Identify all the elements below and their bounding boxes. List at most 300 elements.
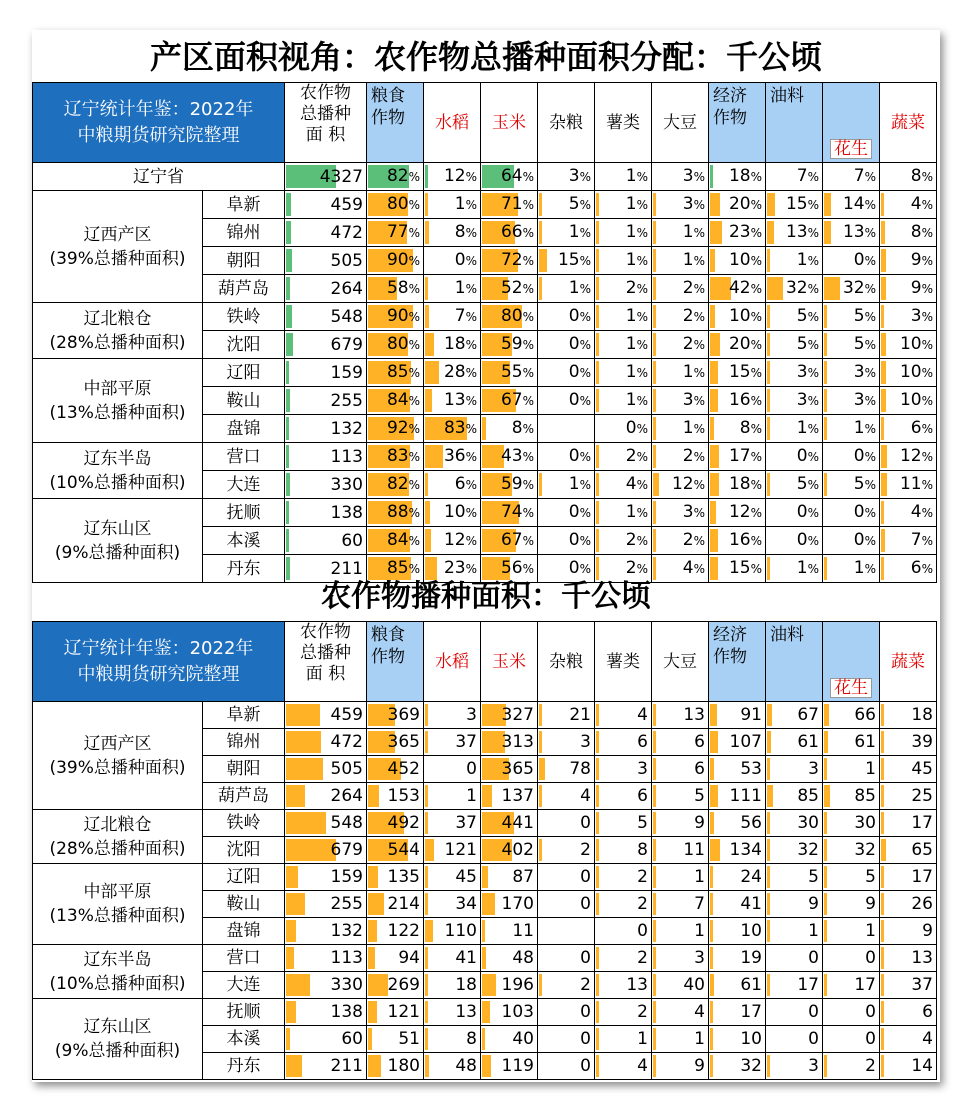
value-text: 0%	[796, 502, 819, 522]
region-title: 中部平原	[83, 882, 152, 902]
value-cell	[766, 837, 823, 864]
value-text: 34	[455, 894, 477, 914]
percent-sign: %	[693, 198, 705, 212]
percent-sign: %	[750, 450, 762, 464]
value-cell	[709, 275, 766, 303]
value-cell	[766, 756, 823, 783]
value-cell	[880, 443, 937, 471]
value-cell	[481, 810, 538, 837]
value-cell	[709, 247, 766, 275]
value-bar	[482, 785, 492, 807]
value-cell	[285, 783, 367, 810]
value-text: 0	[580, 1029, 591, 1049]
value-text: 9	[922, 921, 933, 941]
value-cell	[709, 837, 766, 864]
value-text: 32	[740, 1056, 762, 1076]
value-cell	[481, 219, 538, 247]
value-text: 40	[512, 1029, 534, 1049]
value-text: 452	[387, 759, 420, 779]
value-cell	[652, 303, 709, 331]
value-bar	[881, 445, 887, 468]
value-cell	[709, 918, 766, 945]
value-text: 327	[501, 705, 534, 725]
percent-sign: %	[750, 366, 762, 380]
percent-sign: %	[693, 366, 705, 380]
value-bar	[653, 389, 656, 412]
value-text: 1%	[625, 390, 648, 410]
city-name: 抚顺	[203, 999, 285, 1026]
region-name	[33, 864, 203, 945]
value-text: 2	[637, 948, 648, 968]
value-text: 15%	[728, 558, 762, 578]
percent-sign: %	[921, 506, 933, 520]
value-bar	[425, 305, 429, 328]
percent-sign: %	[921, 310, 933, 324]
value-bar	[653, 812, 656, 834]
value-cell	[285, 275, 367, 303]
value-text: 4	[694, 1002, 705, 1022]
percent-sign: %	[579, 254, 591, 268]
share-table	[32, 82, 937, 583]
value-text: 365	[501, 759, 534, 779]
value-cell	[285, 918, 367, 945]
region-title: 辽东山区	[83, 518, 152, 539]
value-bar	[286, 947, 294, 969]
value-text: 1%	[682, 250, 705, 270]
percent-sign: %	[636, 450, 648, 464]
value-bar	[824, 974, 827, 996]
value-text: 39	[911, 732, 933, 752]
value-bar	[482, 893, 495, 915]
value-cell	[285, 471, 367, 499]
value-cell	[709, 499, 766, 527]
value-bar	[425, 221, 429, 244]
percent-sign: %	[522, 366, 534, 380]
value-bar	[767, 893, 770, 915]
value-cell	[285, 303, 367, 331]
value-text: 85	[797, 786, 819, 806]
value-text: 0%	[568, 558, 591, 578]
value-text: 8%	[910, 166, 933, 186]
value-bar	[425, 839, 434, 861]
source-cell	[33, 83, 285, 163]
value-bar	[286, 731, 321, 753]
value-cell	[823, 1026, 880, 1053]
value-text: 5	[808, 867, 819, 887]
value-text: 0	[580, 1002, 591, 1022]
value-text: 0	[580, 813, 591, 833]
value-cell	[481, 1053, 538, 1080]
header-row	[33, 622, 937, 702]
value-cell	[880, 810, 937, 837]
percent-sign: %	[408, 282, 420, 296]
value-bar	[881, 947, 884, 969]
percent-sign: %	[807, 478, 819, 492]
value-text: 2%	[625, 446, 648, 466]
value-cell	[595, 837, 652, 864]
value-text: 2	[865, 1056, 876, 1076]
value-text: 1%	[853, 418, 876, 438]
value-bar	[653, 501, 656, 524]
value-text: 1%	[682, 362, 705, 382]
value-cell	[880, 864, 937, 891]
value-text: 1%	[796, 250, 819, 270]
value-bar	[286, 361, 289, 384]
percent-sign: %	[465, 506, 477, 520]
value-bar	[596, 866, 599, 888]
value-bar	[653, 333, 656, 356]
value-cell	[424, 415, 481, 443]
value-text: 30	[797, 813, 819, 833]
value-bar	[881, 812, 884, 834]
value-cell	[709, 756, 766, 783]
percent-sign: %	[807, 170, 819, 184]
value-cell	[766, 359, 823, 387]
value-bar	[710, 417, 714, 440]
percent-sign: %	[864, 254, 876, 268]
value-bar	[767, 839, 770, 861]
value-cell	[823, 756, 880, 783]
value-text: 0%	[568, 362, 591, 382]
region-title: 辽东山区	[83, 1017, 152, 1037]
value-text: 214	[387, 894, 420, 914]
percent-sign: %	[693, 422, 705, 436]
value-bar	[824, 731, 828, 753]
region-share: (9%总播种面积)	[54, 1041, 181, 1061]
value-text: 1	[637, 1029, 648, 1049]
value-bar	[824, 812, 827, 834]
value-text: 313	[501, 732, 534, 752]
value-bar	[824, 333, 827, 356]
city-name: 沈阳	[203, 837, 285, 864]
value-cell	[709, 471, 766, 499]
value-bar	[425, 812, 428, 834]
value-bar	[482, 1028, 485, 1050]
value-cell	[481, 163, 538, 191]
value-cell	[424, 359, 481, 387]
value-cell	[538, 443, 595, 471]
value-bar	[286, 417, 289, 440]
value-text: 2	[637, 894, 648, 914]
percent-sign: %	[807, 366, 819, 380]
value-text: 4	[637, 705, 648, 725]
percent-sign: %	[921, 534, 933, 548]
value-cell	[285, 247, 367, 275]
value-cell	[424, 247, 481, 275]
value-cell	[823, 359, 880, 387]
value-cell	[367, 1053, 424, 1080]
value-cell	[367, 702, 424, 729]
percent-sign: %	[693, 562, 705, 576]
value-bar	[767, 812, 770, 834]
value-bar	[653, 1055, 656, 1077]
value-bar	[824, 1055, 827, 1077]
value-bar	[286, 893, 305, 915]
value-cell	[823, 999, 880, 1026]
value-cell	[652, 945, 709, 972]
header-grain	[367, 622, 424, 702]
value-bar	[881, 920, 884, 942]
value-cell	[709, 1053, 766, 1080]
value-text: 3%	[682, 194, 705, 214]
value-text: 37	[455, 813, 477, 833]
value-cell	[595, 783, 652, 810]
value-text: 78	[569, 759, 591, 779]
value-text: 0	[466, 759, 477, 779]
value-text: 255	[330, 390, 363, 411]
value-cell	[538, 499, 595, 527]
percent-sign: %	[750, 282, 762, 296]
value-cell	[481, 783, 538, 810]
value-text: 0%	[796, 446, 819, 466]
value-bar	[881, 473, 887, 496]
region-name	[33, 999, 203, 1080]
percent-sign: %	[807, 198, 819, 212]
value-cell	[652, 1026, 709, 1053]
percent-sign: %	[693, 310, 705, 324]
value-text: 5%	[796, 474, 819, 494]
value-bar	[710, 866, 713, 888]
percent-sign: %	[807, 534, 819, 548]
value-bar	[596, 1055, 599, 1077]
value-bar	[881, 249, 886, 272]
value-text: 122	[387, 921, 420, 941]
value-cell	[766, 331, 823, 359]
value-text: 9%	[910, 278, 933, 298]
header-line: 经济	[713, 86, 747, 106]
header-rice: 水稻	[424, 83, 481, 163]
value-text: 5	[865, 867, 876, 887]
value-bar	[596, 389, 599, 412]
value-text: 1%	[454, 194, 477, 214]
value-cell	[766, 1026, 823, 1053]
value-cell	[652, 918, 709, 945]
value-cell	[538, 275, 595, 303]
value-text: 11	[683, 840, 705, 860]
value-text: 0%	[796, 530, 819, 550]
value-bar	[710, 193, 720, 216]
header-veg: 蔬菜	[880, 83, 937, 163]
value-bar	[653, 249, 656, 272]
value-text: 10%	[899, 390, 933, 410]
region-share: (10%总播种面积)	[49, 973, 186, 994]
value-text: 5%	[853, 306, 876, 326]
value-text: 0	[580, 894, 591, 914]
value-bar	[653, 193, 656, 216]
value-cell	[538, 702, 595, 729]
value-text: 492	[387, 813, 420, 833]
value-cell	[823, 783, 880, 810]
value-text: 85	[854, 786, 876, 806]
value-text: 2%	[625, 558, 648, 578]
value-cell	[481, 303, 538, 331]
percent-sign: %	[579, 534, 591, 548]
percent-sign: %	[864, 478, 876, 492]
value-cell	[652, 415, 709, 443]
value-bar	[596, 305, 599, 328]
value-bar	[482, 1001, 490, 1023]
percent-sign: %	[465, 534, 477, 548]
value-cell	[424, 810, 481, 837]
value-cell	[595, 891, 652, 918]
value-cell	[823, 527, 880, 555]
value-bar	[596, 277, 599, 300]
percent-sign: %	[579, 562, 591, 576]
value-text: 4%	[625, 474, 648, 494]
value-bar	[425, 529, 431, 552]
value-text: 0	[637, 921, 648, 941]
value-bar	[425, 920, 433, 942]
value-cell	[367, 331, 424, 359]
percent-sign: %	[636, 310, 648, 324]
value-text: 0	[580, 948, 591, 968]
value-cell	[766, 163, 823, 191]
city-name: 本溪	[203, 1026, 285, 1053]
value-bar	[425, 333, 434, 356]
percent-sign: %	[579, 338, 591, 352]
value-text: 12%	[899, 446, 933, 466]
value-bar	[710, 305, 715, 328]
value-cell	[285, 191, 367, 219]
value-bar	[767, 389, 770, 412]
percent-sign: %	[807, 506, 819, 520]
value-cell	[367, 163, 424, 191]
value-text: 0	[865, 1002, 876, 1022]
value-text: 132	[330, 418, 363, 439]
value-cell	[766, 729, 823, 756]
value-bar	[881, 785, 884, 807]
percent-sign: %	[750, 534, 762, 548]
value-bar	[286, 920, 296, 942]
value-text: 23%	[443, 558, 477, 578]
value-cell	[595, 163, 652, 191]
value-bar	[425, 893, 428, 915]
percent-sign: %	[693, 506, 705, 520]
value-cell	[880, 415, 937, 443]
value-cell	[367, 219, 424, 247]
value-cell	[595, 918, 652, 945]
percent-sign: %	[693, 394, 705, 408]
value-text: 505	[330, 759, 363, 779]
value-cell	[285, 945, 367, 972]
percent-sign: %	[465, 282, 477, 296]
value-bar	[653, 974, 656, 996]
value-text: 53	[740, 759, 762, 779]
value-cell	[766, 387, 823, 415]
header-line: 总播种	[300, 104, 351, 124]
value-text: 14	[911, 1056, 933, 1076]
value-text: 30	[854, 813, 876, 833]
value-text: 71%	[500, 194, 534, 214]
percent-sign: %	[579, 366, 591, 380]
city-name: 盘锦	[203, 415, 285, 443]
value-cell	[595, 331, 652, 359]
value-bar	[482, 417, 486, 440]
value-cell	[481, 837, 538, 864]
value-bar	[710, 1055, 713, 1077]
percent-sign: %	[921, 254, 933, 268]
value-bar	[710, 529, 718, 552]
header-misc-grain: 杂粮	[538, 622, 595, 702]
percent-sign: %	[921, 366, 933, 380]
value-cell	[481, 527, 538, 555]
value-text: 61	[797, 732, 819, 752]
value-cell	[709, 972, 766, 999]
value-cell	[766, 783, 823, 810]
value-bar	[368, 1055, 381, 1077]
value-text: 5%	[796, 306, 819, 326]
percent-sign: %	[522, 478, 534, 492]
value-cell	[652, 729, 709, 756]
value-bar	[482, 920, 485, 942]
value-bar	[286, 529, 289, 552]
value-text: 0%	[625, 418, 648, 438]
value-text: 18	[455, 975, 477, 995]
region-share: (10%总播种面积)	[49, 472, 186, 493]
region-title: 辽西产区	[83, 733, 152, 754]
value-bar	[824, 758, 827, 780]
percent-sign: %	[636, 338, 648, 352]
percent-sign: %	[579, 478, 591, 492]
header-corn: 玉米	[481, 622, 538, 702]
value-cell	[481, 729, 538, 756]
value-cell	[880, 499, 937, 527]
value-cell	[595, 275, 652, 303]
region-title: 辽东半岛	[83, 949, 152, 970]
percent-sign: %	[522, 534, 534, 548]
city-name: 辽阳	[203, 864, 285, 891]
value-text: 0%	[568, 306, 591, 326]
value-cell	[595, 247, 652, 275]
percent-sign: %	[408, 310, 420, 324]
value-text: 10	[740, 1029, 762, 1049]
value-cell	[595, 219, 652, 247]
value-text: 6	[694, 732, 705, 752]
value-bar	[539, 974, 542, 996]
value-text: 9	[694, 1056, 705, 1076]
value-bar	[653, 221, 656, 244]
value-text: 9%	[910, 250, 933, 270]
value-cell	[823, 972, 880, 999]
value-text: 0%	[853, 530, 876, 550]
percent-sign: %	[864, 338, 876, 352]
value-cell	[481, 387, 538, 415]
value-text: 1%	[625, 194, 648, 214]
value-bar	[653, 417, 656, 440]
value-text: 72%	[500, 250, 534, 270]
value-text: 1	[694, 1029, 705, 1049]
value-bar	[824, 473, 827, 496]
value-text: 16%	[728, 530, 762, 550]
value-cell	[709, 191, 766, 219]
value-cell	[652, 331, 709, 359]
value-text: 55%	[500, 362, 534, 382]
percent-sign: %	[579, 198, 591, 212]
value-text: 365	[387, 732, 420, 752]
percent-sign: %	[522, 254, 534, 268]
value-text: 2	[580, 975, 591, 995]
value-text: 80%	[386, 334, 420, 354]
value-text: 11%	[899, 474, 933, 494]
city-row	[33, 359, 937, 387]
percent-sign: %	[864, 562, 876, 576]
value-cell	[709, 783, 766, 810]
value-cell	[481, 443, 538, 471]
value-bar	[767, 974, 770, 996]
percent-sign: %	[465, 562, 477, 576]
value-cell	[823, 163, 880, 191]
city-name: 沈阳	[203, 331, 285, 359]
